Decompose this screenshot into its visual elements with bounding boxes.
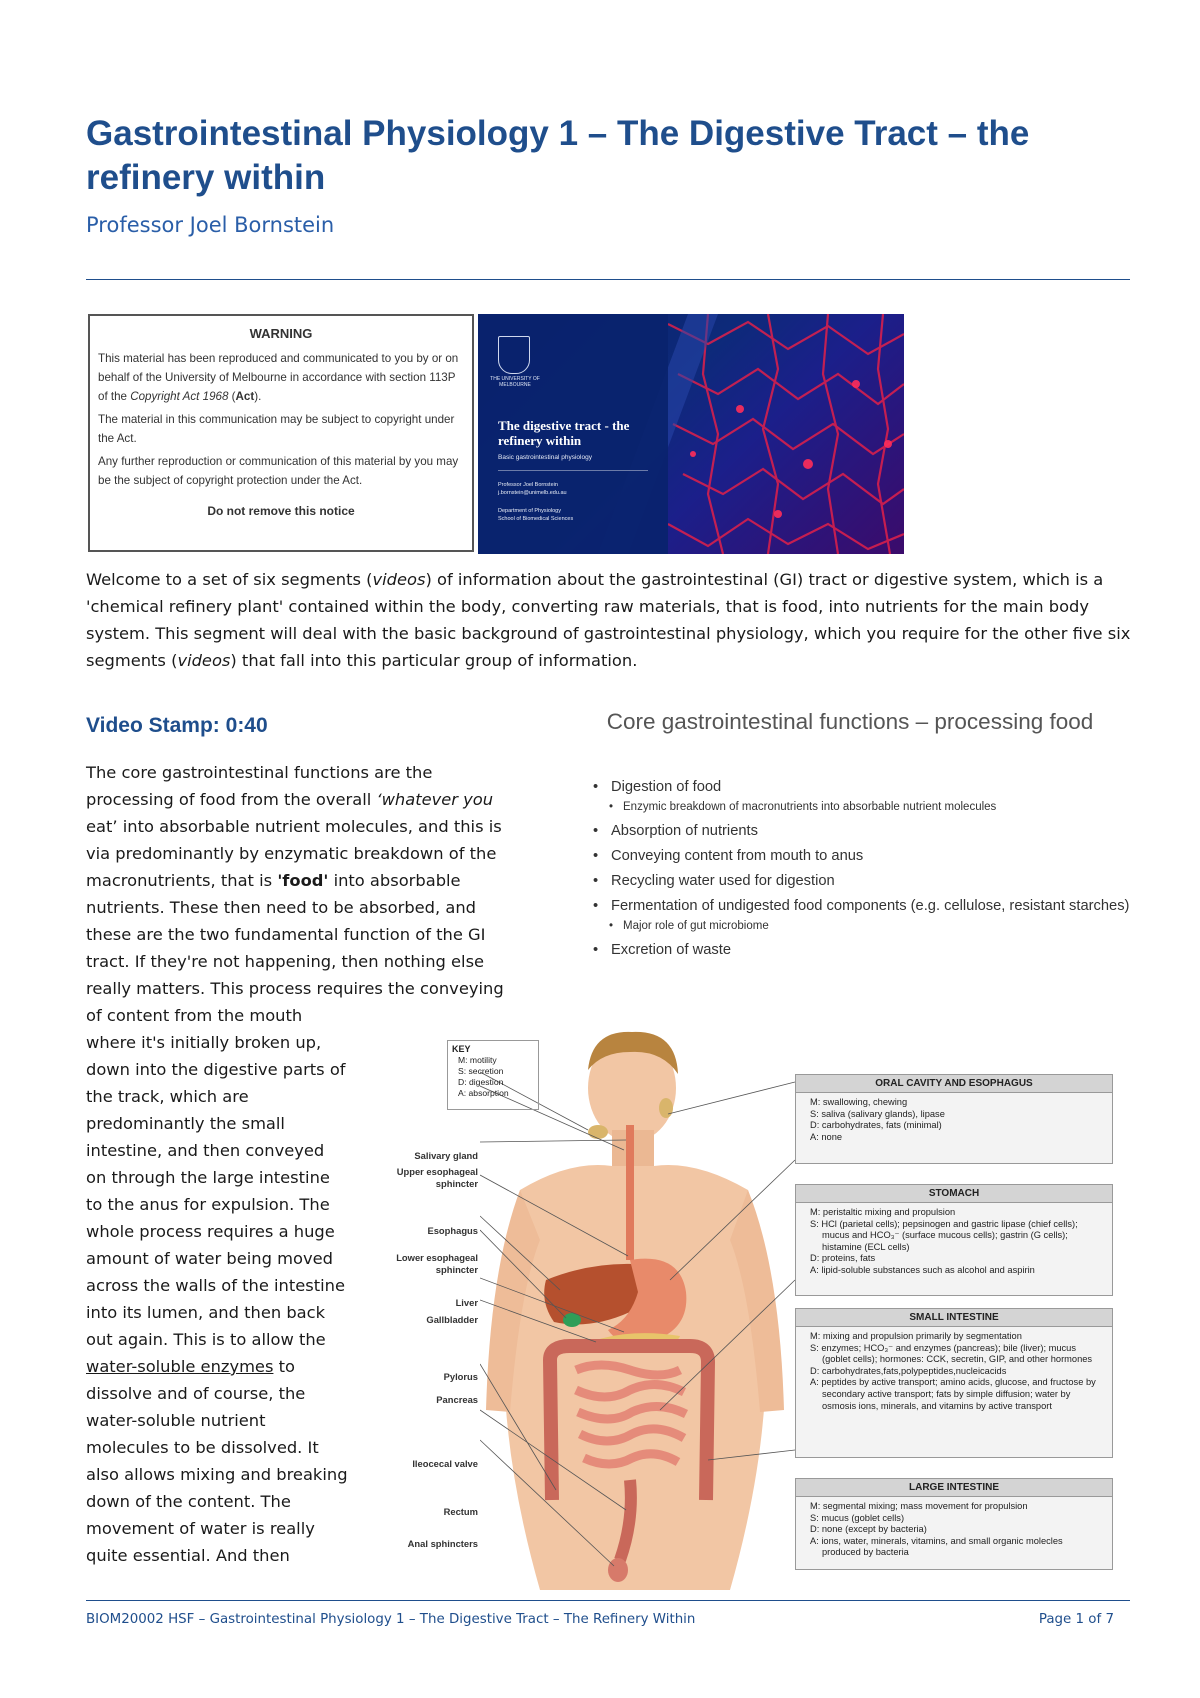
warning-footer: Do not remove this notice: [207, 504, 355, 518]
label-anal-sphincters: Anal sphincters: [407, 1538, 478, 1549]
body-line: the track, which are: [86, 1087, 249, 1106]
slide-department: Department of Physiology: [498, 508, 561, 514]
label-pancreas: Pancreas: [436, 1394, 478, 1405]
page-number: Page 1 of 7: [1038, 1612, 1114, 1627]
list-subitem: • Enzymic breakdown of macronutrients into absorbable nutrient molecules: [593, 800, 1133, 815]
body-line: intestine, and then conveyed: [86, 1141, 325, 1160]
core-functions-list: [593, 778, 1133, 966]
copyright-warning-box: [88, 314, 474, 552]
info-line: S: saliva (salivary glands), lipase: [810, 1108, 945, 1119]
info-line: D: proteins, fats: [810, 1253, 876, 1264]
author-name: Professor Joel Bornstein: [86, 213, 335, 237]
label-rectum: Rectum: [443, 1506, 478, 1517]
label-gallbladder: Gallbladder: [426, 1314, 478, 1325]
label-upper-esophageal-sphincter: Upper esophageal sphincter: [396, 1166, 478, 1189]
info-line: M: mixing and propulsion primarily by segmentation: [810, 1331, 1022, 1341]
footer-course-title: BIOM20002 HSF – Gastrointestinal Physiology 1 – The Digestive Tract – The Refinery Within: [86, 1612, 696, 1627]
body-line: out again. This is to allow the: [86, 1330, 326, 1349]
body-line: on through the large intestine: [86, 1168, 330, 1187]
info-box-title: ORAL CAVITY AND ESOPHAGUS: [796, 1075, 1112, 1093]
info-line: A: lipid-soluble substances such as alcohol and aspirin: [810, 1264, 1035, 1275]
list-item: • Conveying content from mouth to anus: [593, 847, 1133, 866]
figure-key: [447, 1040, 539, 1110]
info-box-small-intestine: [795, 1308, 1113, 1458]
body-line: The core gastrointestinal functions are the: [86, 763, 433, 782]
info-line: M: swallowing, chewing: [810, 1097, 908, 1107]
info-line: A: ions, water, minerals, vitamins, and small organic molecles produced by bacteria: [810, 1535, 1063, 1558]
body-line: molecules to be dissolved. It: [86, 1438, 319, 1457]
info-box-title: LARGE INTESTINE: [796, 1479, 1112, 1497]
info-line: S: enzymes; HCO₃⁻ and enzymes (pancreas); bile (liver); mucus (goblet cells); hormones: CCK, secretin, GIP, and other hormones: [810, 1342, 1093, 1365]
key-item: M: motility: [458, 1055, 497, 1065]
warning-paragraph-1: This material has been reproduced and communicated to you by or on behalf of the University of Melbourne in accordance with section 113P of the Copyright Act 1968 (Act).: [98, 352, 459, 403]
info-box-title: SMALL INTESTINE: [796, 1309, 1112, 1327]
info-line: D: none (except by bacteria): [810, 1524, 927, 1535]
document-title: Gastrointestinal Physiology 1 – The Digestive Tract – the refinery within: [86, 114, 1030, 197]
list-subitem: • Major role of gut microbiome: [593, 919, 1133, 934]
body-line: quite essential. And then: [86, 1546, 290, 1565]
body-line: processing of food from the overall ‘whatever you: [86, 790, 494, 809]
label-liver: Liver: [455, 1297, 478, 1308]
list-item: • Recycling water used for digestion: [593, 872, 1133, 891]
info-line: A: peptides by active transport; amino acids, glucose, and fructose by secondary active transport; fats by simple diffusion; water by osmosis ions, minerals, and vitamins by active transport: [810, 1377, 1096, 1411]
body-line: these are the two fundamental function of the GI: [86, 925, 486, 944]
slide-presenter: Professor Joel Bornstein: [498, 482, 558, 488]
key-title: KEY: [452, 1044, 471, 1054]
video-stamp-heading: Video Stamp: 0:40: [86, 714, 268, 737]
body-line: movement of water is really: [86, 1519, 315, 1538]
body-line: also allows mixing and breaking: [86, 1465, 348, 1484]
warning-paragraph-3: Any further reproduction or communication of this material by you may be the subject of copyright protection under the Act.: [98, 455, 459, 487]
list-item: • Absorption of nutrients: [593, 822, 1133, 841]
label-salivary-gland: Salivary gland: [414, 1150, 478, 1161]
list-item: • Digestion of food: [593, 778, 1133, 797]
info-line: M: segmental mixing; mass movement for propulsion: [810, 1501, 1028, 1511]
body-line: of content from the mouth: [86, 1006, 303, 1025]
label-esophagus: Esophagus: [427, 1225, 478, 1236]
key-item: A: absorption: [458, 1088, 509, 1098]
key-item: D: digestion: [458, 1077, 504, 1087]
body-line: amount of water being moved: [86, 1249, 333, 1268]
body-line: eat’ into absorbable nutrient molecules, and this is: [86, 817, 502, 836]
body-line: down into the digestive parts of: [86, 1060, 346, 1079]
info-box-stomach: [795, 1184, 1113, 1296]
label-ileocecal-valve: Ileocecal valve: [412, 1458, 478, 1469]
slide-email: j.bornstein@unimelb.edu.au: [498, 490, 567, 496]
core-functions-title: Core gastrointestinal functions – processing food: [606, 709, 1094, 734]
slide-title: The digestive tract - the refinery within: [498, 418, 630, 448]
body-line: via predominantly by enzymatic breakdown of the: [86, 844, 497, 863]
info-line: D: carbohydrates,fats,polypeptides,nucleicacids: [810, 1365, 1007, 1376]
body-line: macronutrients, that is 'food' into absorbable: [86, 871, 461, 890]
body-line: where it's initially broken up,: [86, 1033, 322, 1052]
info-line: M: peristaltic mixing and propulsion: [810, 1207, 956, 1217]
list-item: • Fermentation of undigested food components (e.g. cellulose, resistant starches): [593, 897, 1133, 916]
body-line: into its lumen, and then back: [86, 1303, 326, 1322]
info-line: S: mucus (goblet cells): [810, 1512, 905, 1523]
label-lower-esophageal-sphincter: Lower esophageal sphincter: [396, 1252, 478, 1275]
body-line: across the walls of the intestine: [86, 1276, 345, 1295]
info-line: A: none: [810, 1131, 843, 1142]
title-divider: [86, 279, 1130, 280]
footer-divider: [86, 1600, 1130, 1601]
slide-subtitle: Basic gastrointestinal physiology: [498, 454, 592, 461]
key-item: S: secretion: [458, 1066, 504, 1076]
body-line: whole process requires a huge: [86, 1222, 335, 1241]
title-slide-image: [478, 314, 904, 554]
university-logo-text: THE UNIVERSITY OF MELBOURNE: [490, 376, 540, 388]
info-box-oral-cavity: [795, 1074, 1113, 1164]
info-line: S: HCl (parietal cells); pepsinogen and gastric lipase (chief cells); mucus and HCO₃⁻ (surface mucous cells); gastrin (G cells); histamine (ECL cells): [810, 1218, 1078, 1252]
info-box-title: STOMACH: [796, 1185, 1112, 1203]
warning-paragraph-2: The material in this communication may be subject to copyright under the Act.: [98, 413, 455, 445]
slide-divider: [498, 470, 648, 471]
body-line: predominantly the small: [86, 1114, 285, 1133]
info-box-large-intestine: [795, 1478, 1113, 1570]
warning-heading: WARNING: [249, 326, 313, 341]
slide-school: School of Biomedical Sciences: [498, 516, 574, 522]
university-crest-icon: [498, 336, 530, 374]
info-line: D: carbohydrates, fats (minimal): [810, 1120, 942, 1131]
body-line: water-soluble enzymes to: [86, 1357, 295, 1376]
body-line: to the anus for expulsion. The: [86, 1195, 330, 1214]
body-line: down of the content. The: [86, 1492, 291, 1511]
digestive-system-illustration: [480, 1030, 800, 1590]
body-line: dissolve and of course, the: [86, 1384, 306, 1403]
body-line: tract. If they're not happening, then nothing else: [86, 952, 485, 971]
list-item: • Excretion of waste: [593, 941, 1133, 960]
label-pylorus: Pylorus: [443, 1371, 478, 1382]
body-line: water-soluble nutrient: [86, 1411, 266, 1430]
intro-paragraph: Welcome to a set of six segments (videos) of information about the gastrointestinal (GI) tract or digestive system, which is a 'chemical refinery plant' contained within the body, converting raw materials, that is food, into nutrients for the main body system. This segment will deal with the basic background of gastrointestinal physiology, which you require for the other five six segments (videos) that fall into this particular group of information.: [86, 570, 1131, 670]
body-line: nutrients. These then need to be absorbed, and: [86, 898, 476, 917]
body-line: really matters. This process requires the conveying: [86, 979, 504, 998]
